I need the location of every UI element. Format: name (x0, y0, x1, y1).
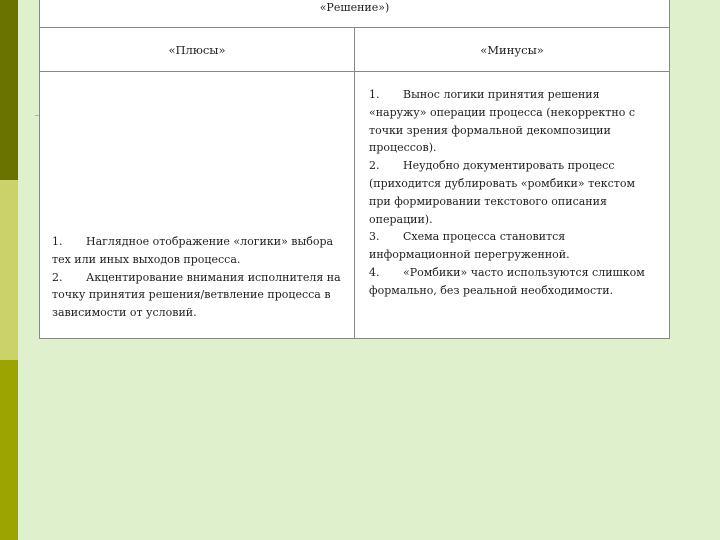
sidebar-band-top (0, 0, 18, 180)
slide-sidebar (0, 0, 18, 540)
header-cons: «Минусы» (355, 28, 670, 72)
cons-item: 3. Схема процесса становится информационной перегруженной. (369, 230, 570, 262)
pros-item: 2. Акцентирование внимания исполнителя на точку принятия решения/ветвление процесса в зависимости от условий. (52, 270, 341, 320)
pros-item: 1. Наглядное отображение «логики» выбора тех или иных выходов процесса. (52, 235, 334, 266)
cons-item: 4. «Ромбики» часто используются слишком формально, без реальной необходимости. (369, 265, 645, 297)
sidebar-band-middle (0, 180, 18, 360)
sidebar-band-bottom (0, 360, 18, 540)
pros-cons-table (39, 0, 670, 339)
table-title: «Решение») (40, 0, 670, 28)
header-pros: «Плюсы» (40, 28, 355, 72)
cons-cell (355, 72, 670, 339)
pros-cell (40, 72, 355, 339)
cons-item: 1. Вынос логики принятия решения «наружу» операции процесса (некорректно с точки зрения формальной декомпозиции процессов). (369, 88, 635, 155)
cons-item: 2. Неудобно документировать процесс (приходится дублировать «ромбики» текстом при формировании текстового описания операции). (369, 159, 636, 226)
